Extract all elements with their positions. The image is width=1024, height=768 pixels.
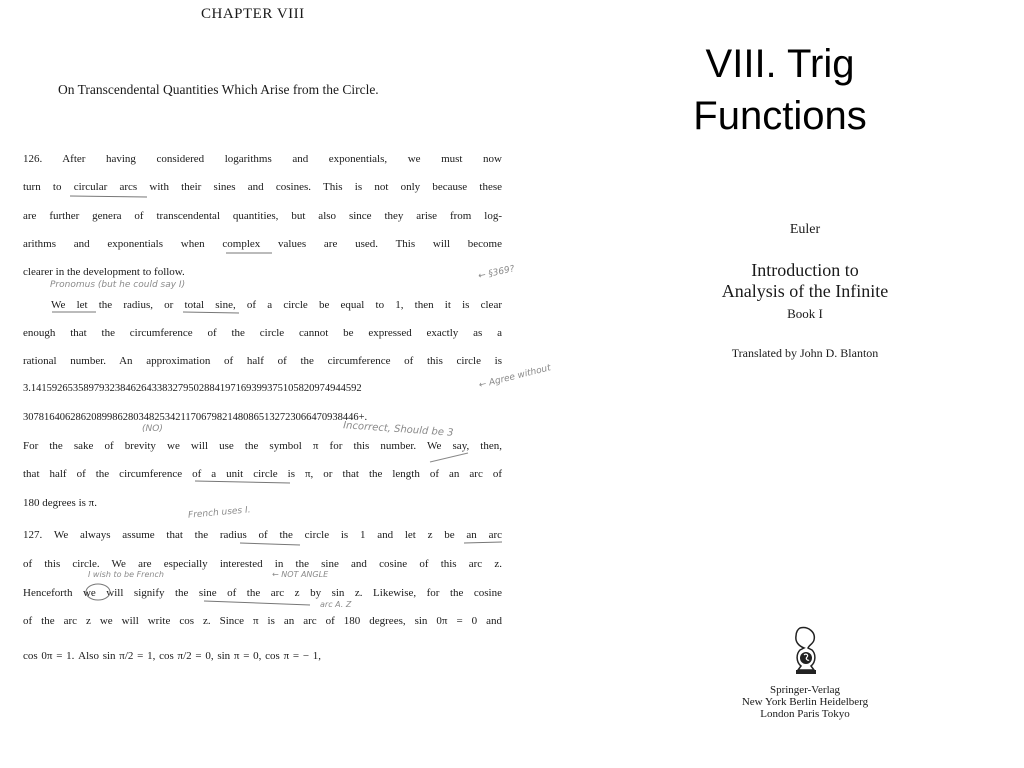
text-line: cos 0π = 1. Also sin π/2 = 1, cos π/2 = 0, sin π = 0, cos π = − 1, (23, 650, 322, 662)
slide-title-line: VIII. Trig (705, 42, 855, 86)
publisher-line: London Paris Tokyo (760, 708, 850, 720)
book-title-line: Analysis of the Infinite (721, 281, 889, 301)
text-line: turn to circular arcs with their sines and cosines. This is not only because these (23, 181, 502, 193)
text-line: 126. After having considered logarithms and exponentials, we must now (23, 153, 502, 165)
chapter-heading: CHAPTER VIII (201, 6, 305, 22)
annotation: ← Agree without (477, 363, 552, 391)
chess-knight-logo-icon (786, 624, 826, 678)
text-line: 3.14159265358979323846264338327950288419716939937510582097494459​2 (23, 383, 362, 394)
text-line: rational number. An approximation of half of the circumference of this circle is (23, 355, 502, 367)
text-line: 127. We always assume that the radius of the circle is 1 and let z be an arc (23, 529, 502, 541)
annotation: Incorrect, Should be 3 (342, 420, 454, 439)
text-line: clearer in the development to follow. (23, 266, 185, 278)
publisher-line: Springer-Verlag (769, 684, 841, 696)
slide-title-line: Functions (693, 94, 867, 138)
text-line: are further genera of transcendental quantities, but also since they arise from log- (23, 210, 502, 222)
annotation: Pronomus (but he could say I) (50, 280, 186, 290)
text-line: Henceforth we will signify the sine of the arc z by sin z. Likewise, for the cosine (23, 587, 502, 599)
text-line: of the arc z we will write cos z. Since π is an arc of 180 degrees, sin 0π = 0 and (23, 615, 502, 627)
text-line: that half of the circumference of a unit circle is π, or that the length of an arc of (23, 468, 502, 480)
annotation: ← §369? (477, 264, 516, 282)
text-line: of this circle. We are especially interested in the sine and cosine of this arc z. (23, 558, 502, 570)
text-line: For the sake of brevity we will use the symbol π for this number. We say, then, (23, 440, 502, 452)
text-line: 30781640628620899862803482534211706798214808651327230664709384​46+. (23, 412, 368, 423)
publisher-line: New York Berlin Heidelberg (741, 696, 869, 708)
text-line: enough that the circumference of the circle cannot be expressed exactly as a (23, 327, 502, 339)
translator-credit: Translated by John D. Blanton (731, 346, 879, 360)
text-line: 180 degrees is π. (23, 497, 97, 509)
annotation: French uses I. (187, 505, 251, 521)
annotation: ← NOT ANGLE (272, 570, 329, 579)
slide-title (660, 38, 900, 142)
publisher-imprint (660, 684, 950, 720)
chapter-title: On Transcendental Quantities Which Arise from the Circle. (58, 82, 379, 97)
book-volume: Book I (787, 306, 823, 321)
book-title-line: Introduction to (751, 260, 859, 280)
annotation: (NO) (142, 424, 163, 434)
text-line: We let the radius, or total sine, of a circle be equal to 1, then it is clear (51, 299, 502, 311)
book-author: Euler (789, 222, 821, 237)
annotation: I wish to be French (88, 570, 164, 579)
annotation: arc A. Z (320, 600, 352, 609)
book-title (660, 260, 950, 302)
text-line: arithms and exponentials when complex values are used. This will become (23, 238, 502, 250)
